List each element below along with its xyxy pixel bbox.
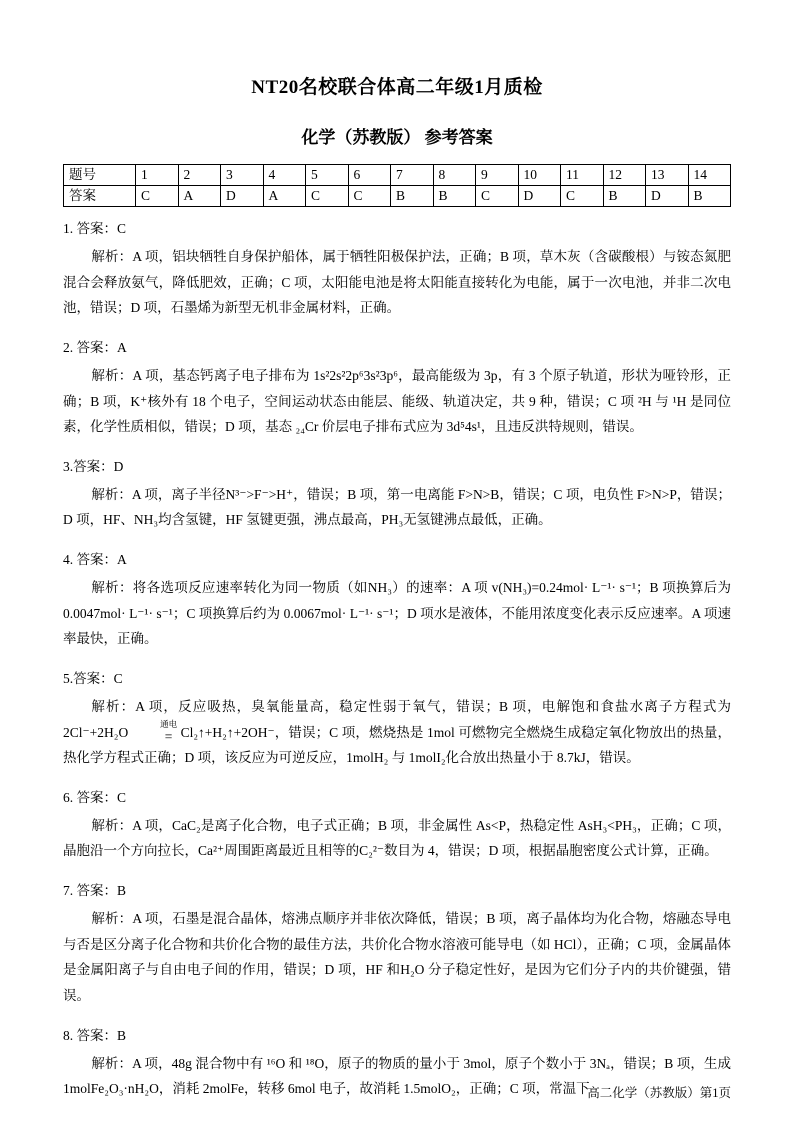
analysis-text-post: Cl₂↑+H₂↑+2OH⁻，错误；C 项，燃烧热是 1mol 可燃物完全燃烧生成稳定氧化物放出的热量，热化学方程式正确；D 项，该反应为可逆反应，1molH₂ 与 1molI₂化合放出热量小于 8.7kJ，错误。 xyxy=(63,724,731,766)
question-number-cell: 3 xyxy=(221,165,264,186)
question-number-cell: 5 xyxy=(306,165,349,186)
question-number-row xyxy=(64,165,731,186)
answer-item xyxy=(63,879,731,1009)
answer-cell: B xyxy=(688,186,731,207)
answer-row xyxy=(64,186,731,207)
answer-cell: D xyxy=(518,186,561,207)
question-number-cell: 6 xyxy=(348,165,391,186)
electrolysis-equation-sign xyxy=(132,720,177,743)
answer-cell: B xyxy=(391,186,434,207)
question-number-cell: 2 xyxy=(178,165,221,186)
answer-item-label: 6. 答案：C xyxy=(63,789,127,805)
answer-cell: D xyxy=(646,186,689,207)
answer-item-label: 2. 答案：A xyxy=(63,339,127,355)
answer-item-label: 7. 答案：B xyxy=(63,883,127,899)
equals-sign: = xyxy=(164,728,173,744)
answer-item-label: 1. 答案：C xyxy=(63,221,127,236)
answer-row-label: 答案 xyxy=(64,186,136,207)
question-number-cell: 10 xyxy=(518,165,561,186)
answer-explanations xyxy=(63,217,731,1102)
equation-condition-label: 通电 xyxy=(160,719,178,730)
question-number-cell: 4 xyxy=(263,165,306,186)
question-number-cell: 9 xyxy=(476,165,519,186)
question-number-cell: 12 xyxy=(603,165,646,186)
analysis-text-pre: 解析：A 项，反应吸热，臭氧能量高，稳定性弱于氧气，错误；B 项，电解饱和食盐水离子方程式为 2Cl⁻+2H₂O xyxy=(63,698,731,740)
question-row-label: 题号 xyxy=(64,165,136,186)
answer-item xyxy=(63,548,731,652)
question-number-cell: 7 xyxy=(391,165,434,186)
answer-item xyxy=(63,336,731,440)
doc-title: NT20名校联合体高二年级1月质检 xyxy=(251,77,543,98)
answer-item-analysis: 解析：将各选项反应速率转化为同一物质（如NH₃）的速率：A 项 v(NH₃)=0.24mol· L⁻¹· s⁻¹；B 项换算后为 0.0047mol· L⁻¹· s⁻¹；C 项换算后约为 0.0067mol· L⁻¹· s⁻¹；D 项水是液体，不能用浓度变化表示反应速率。A 项速率最快，正确。 xyxy=(63,580,731,647)
answer-item-analysis: 解析：A 项，48g 混合物中有 ¹⁶O 和 ¹⁸O，原子的物质的量小于 3mol，原子个数小于 3Nₐ，错误；B 项，生成 1molFe₂O₃·nH₂O，消耗 2molFe，转移 6mol 电子，故消耗 1.5molO₂，正确；C 项，常温下 xyxy=(63,1055,731,1097)
answer-item xyxy=(63,786,731,864)
answer-cell: A xyxy=(263,186,306,207)
answer-item-label: 8. 答案：B xyxy=(63,1027,127,1043)
answer-cell: D xyxy=(221,186,264,207)
answer-cell: C xyxy=(348,186,391,207)
answer-item-analysis: 解析：A 项，离子半径N³⁻>F⁻>H⁺，错误；B 项，第一电离能 F>N>B，错误；C 项，电负性 F>N>P，错误；D 项，HF、NH₃均含氢键，HF 氢键更强，沸点最高，PH₃无氢键沸点最低，正确。 xyxy=(63,486,731,528)
answer-item xyxy=(63,217,731,321)
answer-item-analysis: 解析：A 项，CaC₂是离子化合物，电子式正确；B 项，非金属性 As<P，热稳定性 AsH₃<PH₃，正确；C 项，晶胞沿一个方向拉长，Ca²⁺周围距离最近且相等的C₂²⁻数目为 4，错误；D 项，根据晶胞密度公式计算，正确。 xyxy=(63,817,731,859)
question-number-cell: 14 xyxy=(688,165,731,186)
answer-item-analysis xyxy=(63,694,731,771)
answer-item-analysis: 解析：A 项，基态钙离子电子排布为 1s²2s²2p⁶3s²3p⁶，最高能级为 3p，有 3 个原子轨道，形状为哑铃形，正确；B 项，K⁺核外有 18 个电子，空间运动状态由能层、能级、轨道决定，共 9 种，错误；C 项 ²H 与 ¹H 是同位素，化学性质相似，错误；D 项，基态 ₂₄Cr 价层电子排布式应为 3d⁵4s¹，且违反洪特规则，错误。 xyxy=(63,367,731,435)
question-number-cell: 11 xyxy=(561,165,604,186)
question-number-cell: 1 xyxy=(136,165,179,186)
answer-item-label: 3.答案：D xyxy=(63,458,124,474)
answer-cell: C xyxy=(136,186,179,207)
page-footer: 高二化学（苏教版）第1页 xyxy=(587,1086,731,1100)
doc-subtitle: 化学（苏教版） 参考答案 xyxy=(301,128,493,147)
question-number-cell: 8 xyxy=(433,165,476,186)
answer-cell: C xyxy=(476,186,519,207)
question-number-cell: 13 xyxy=(646,165,689,186)
answer-cell: C xyxy=(561,186,604,207)
answer-cell: A xyxy=(178,186,221,207)
answer-item-analysis: 解析：A 项，铝块牺牲自身保护船体，属于牺牲阳极保护法，正确；B 项，草木灰（含碳酸根）与铵态氮肥混合会释放氨气，降低肥效，正确；C 项，太阳能电池是将太阳能直接转化为电能，属于一次电池，并非二次电池，错误；D 项，石墨烯为新型无机非金属材料，正确。 xyxy=(63,248,731,316)
answer-item xyxy=(63,667,731,771)
answer-cell: C xyxy=(306,186,349,207)
answer-item xyxy=(63,455,731,533)
answer-table xyxy=(63,164,731,207)
answer-item-label: 5.答案：C xyxy=(63,670,123,686)
answer-cell: B xyxy=(603,186,646,207)
answer-item-analysis: 解析：A 项，石墨是混合晶体，熔沸点顺序并非依次降低，错误；B 项，离子晶体均为化合物，熔融态导电与否是区分离子化合物和共价化合物的最佳方法，共价化合物水溶液可能导电（如 HCl），正确；C 项，金属晶体是金属阳离子与自由电子间的作用，错误；D 项，HF 和H₂O 分子稳定性好，是因为它们分子内的共价键强，错误。 xyxy=(63,911,731,1003)
answer-item-label: 4. 答案：A xyxy=(63,552,127,568)
answer-cell: B xyxy=(433,186,476,207)
